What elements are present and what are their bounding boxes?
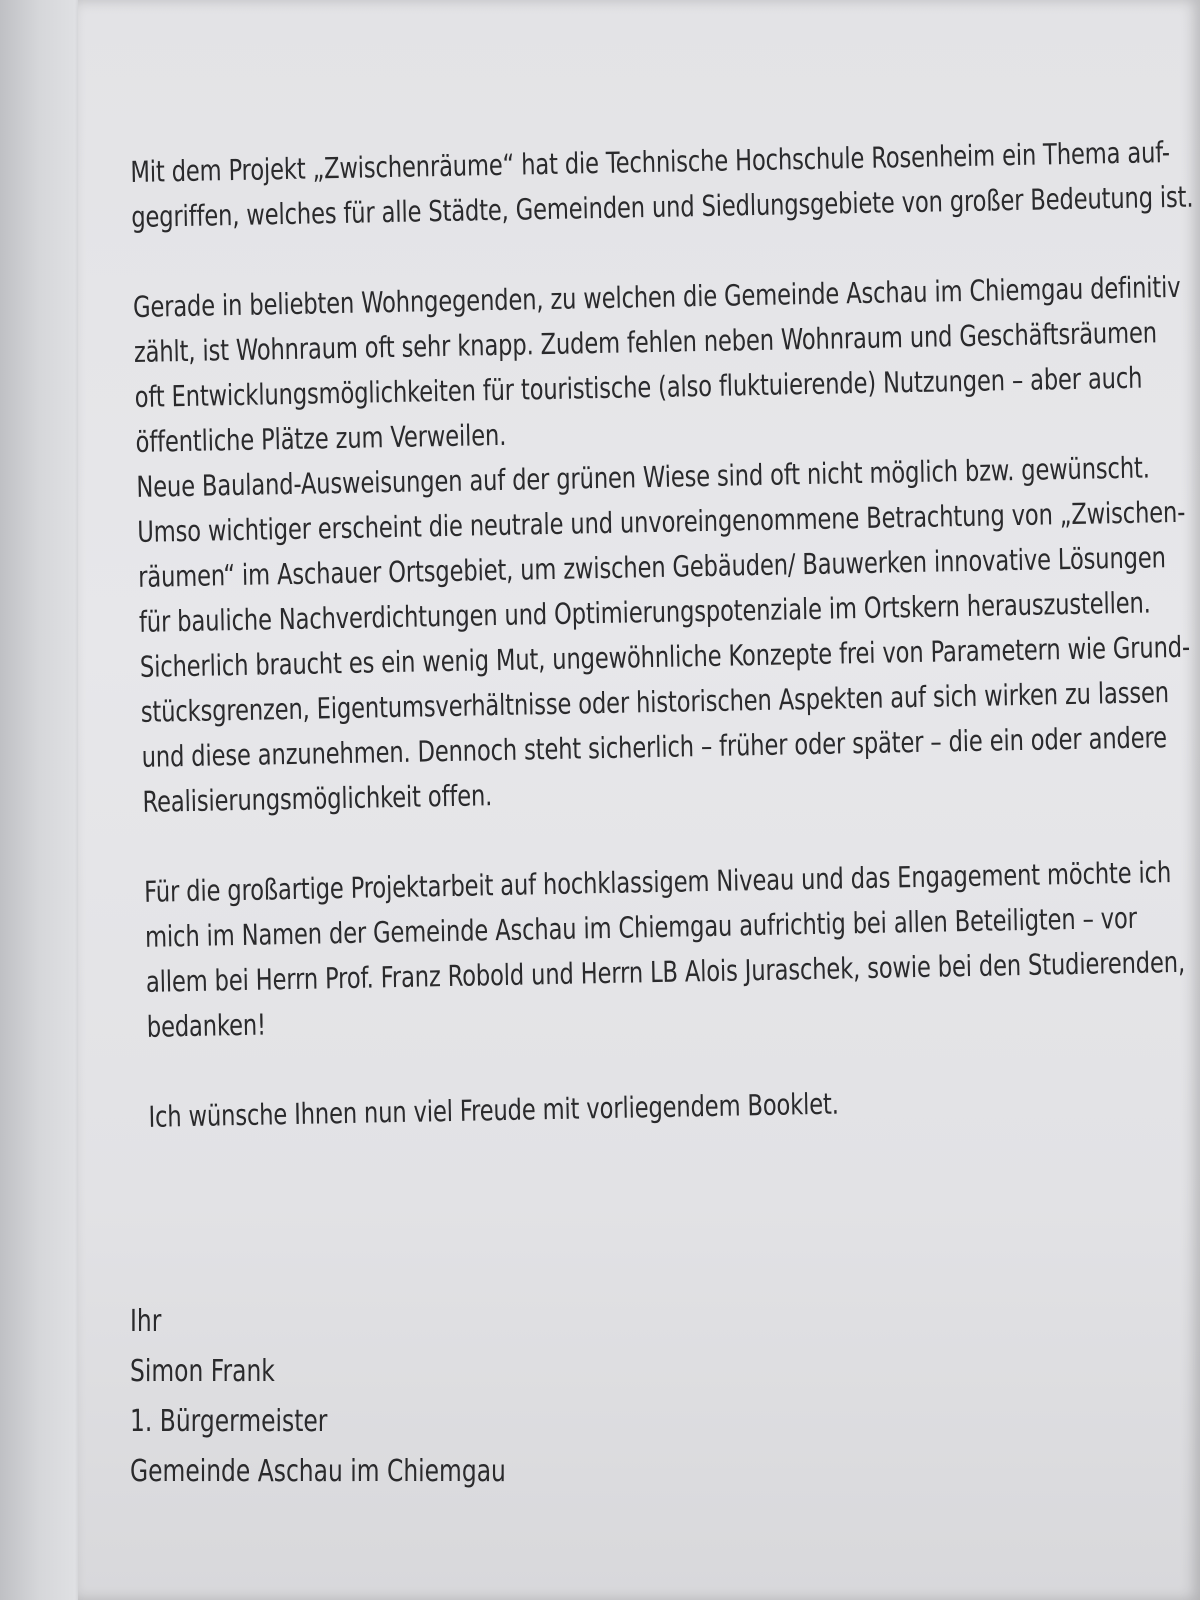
signature-salutation: Ihr	[130, 1304, 162, 1339]
text-line: Realisierungsmöglichkeit offen.	[142, 778, 493, 819]
text-line: oft Entwicklungsmöglichkeiten für touristische (also fluktuierende) Nutzungen – aber auch	[134, 360, 1143, 414]
booklet-page	[78, 0, 1200, 1600]
text-line: allem bei Herrn Prof. Franz Robold und Herrn LB Alois Juraschek, sowie bei den Studierenden,	[145, 944, 1186, 999]
text-line: Gerade in beliebten Wohngegenden, zu welchen die Gemeinde Aschau im Chiemgau definitiv	[132, 269, 1181, 324]
text-line: bedanken!	[146, 1007, 267, 1044]
letter-body	[130, 135, 1194, 1185]
text-line: Mit dem Projekt „Zwischenräume“ hat die Technische Hochschule Rosenheim ein Thema auf-	[130, 135, 1171, 189]
text-line: zählt, ist Wohnraum oft sehr knapp. Zudem fehlen neben Wohnraum und Geschäftsräumen	[133, 315, 1158, 369]
signature-block	[130, 1297, 506, 1497]
text-line: Für die großartige Projektarbeit auf hochklassigem Niveau und das Engagement möchte ich	[143, 855, 1172, 909]
signature-role: 1. Bürgermeister	[130, 1404, 328, 1439]
signature-organization: Gemeinde Aschau im Chiemgau	[130, 1454, 506, 1489]
text-line: Neue Bauland-Ausweisungen auf der grünen Wiese sind oft nicht möglich bzw. gewünscht.	[136, 450, 1150, 504]
text-line: Umso wichtiger erscheint die neutrale und unvoreingenommene Betrachtung von „Zwischen-	[137, 494, 1186, 549]
text-line: öffentliche Plätze zum Verweilen.	[135, 417, 507, 459]
paragraph-context	[132, 269, 1191, 825]
text-line: Ich wünsche Ihnen nun viel Freude mit vorliegendem Booklet.	[148, 1086, 840, 1134]
text-line: stücksgrenzen, Eigentumsverhältnisse oder historischen Aspekten auf sich wirken zu lassen	[140, 675, 1170, 729]
text-line: räumen“ im Aschauer Ortsgebiet, um zwischen Gebäuden/ Bauwerken innovative Lösungen	[137, 540, 1167, 594]
paragraph-thanks	[143, 855, 1186, 1050]
text-line: und diese anzunehmen. Dennoch steht sicherlich – früher oder später – die ein oder andere	[141, 720, 1168, 774]
text-line: mich im Namen der Gemeinde Aschau im Chiemgau aufrichtig bei allen Beteiligten – vor	[144, 900, 1138, 954]
paragraph-intro	[130, 135, 1194, 240]
signature-name: Simon Frank	[130, 1354, 275, 1389]
paragraph-closing	[148, 1080, 929, 1140]
text-line: Sicherlich braucht es ein wenig Mut, ungewöhnliche Konzepte frei von Parametern wie Grund-	[139, 629, 1191, 684]
text-line: für bauliche Nachverdichtungen und Optimierungspotenziale im Ortskern herauszustellen.	[138, 585, 1151, 639]
text-line: gegriffen, welches für alle Städte, Gemeinden und Siedlungsgebiete von großer Bedeutung ist.	[130, 179, 1194, 234]
